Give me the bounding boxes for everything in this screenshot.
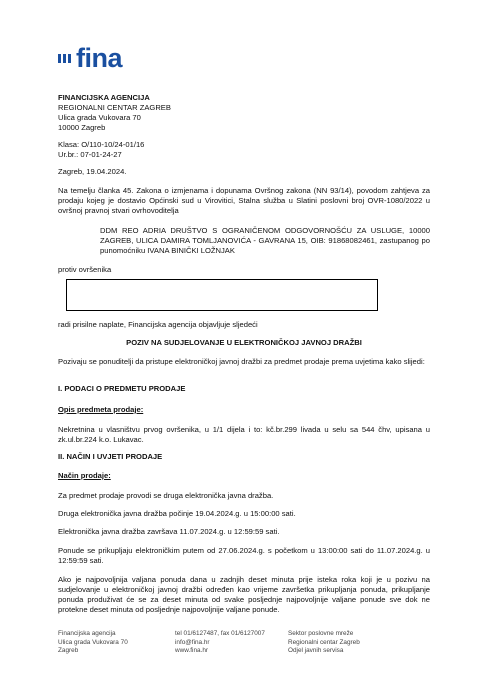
section2-p2: Druga elektronička javna dražba počinje 19.04.2024.g. u 15:00:00 sati. (58, 509, 296, 518)
footer-col3 (288, 630, 360, 656)
footer-col2 (175, 630, 265, 656)
section2-p3: Elektronička javna dražba završava 11.07.2024.g. u 12:59:59 sati. (58, 527, 280, 536)
org-name: FINANCIJSKA AGENCIJA (58, 93, 150, 102)
city: 10000 Zagreb (58, 123, 106, 132)
section1-text: Nekretnina u vlasništvu prvog ovršenika, u 1/1 dijela i to: kč.br.299 livada u selu sa 544 čhv, upisana u zk.ul.br.224 k.o. Lukavac. (58, 425, 430, 444)
urbr: Ur.br.: 07-01-24-27 (58, 150, 122, 159)
footer-line: Zagreb (58, 647, 79, 655)
section2-heading: II. NAČIN I UVJETI PRODAJE (58, 452, 163, 461)
section1-subheading: Opis predmeta prodaje: (58, 405, 144, 414)
footer-col1 (58, 630, 128, 656)
footer-email-link[interactable]: info@fina.hr (175, 638, 210, 646)
document-date: Zagreb, 19.04.2024. (58, 167, 127, 176)
center-name: REGIONALNI CENTAR ZAGREB (58, 103, 171, 112)
sender-address (58, 93, 438, 133)
section2-p4: Ponude se prikupljaju elektroničkim putem od 27.06.2024.g. s početkom u 13:00:00 sati do 11.07.2024.g. u 12:59:59 sati. (58, 546, 430, 565)
klasa: Klasa: O/110-10/24-01/16 (58, 140, 145, 149)
footer-web-link[interactable]: www.fina.hr (175, 647, 209, 655)
logo-text: fina (76, 43, 123, 73)
intro-paragraph: Na temelju članka 45. Zakona o izmjenama i dopunama Ovršnog zakona (NN 93/14), povodom zahtjeva za prodaju kojeg je dostavio Općinski sud u Virovitici, Stalna služba u Slatini poslovni broj OVR-1080/2022 u ovršnoj pravnoj stvari ovrhovoditelja (58, 186, 430, 215)
section2-p1: Za predmet prodaje provodi se druga elektronička javna dražba. (58, 491, 274, 500)
creditor-paragraph: DDM REO ADRIA DRUŠTVO S OGRANIČENOM ODGOVORNOŠĆU ZA USLUGE, 10000 ZAGREB, ULICA DAMIRA TOMLJANOVIĆA - GAVRANA 15, OIB: 91868082461, zastupanog po punomoćniku IVANA BINIČKI LOŽNJAK (100, 226, 430, 255)
street: Ulica grada Vukovara 70 (58, 113, 141, 122)
footer-line: Sektor poslovne mreže (288, 630, 354, 637)
fina-logo (58, 44, 122, 72)
logo-bars-icon (58, 54, 71, 63)
section2-p5: Ako je najpovoljnija valjana ponuda dana u zadnjih deset minuta prije isteka roka koji je u pozivu na sudjelovanje u elektroničkoj javnoj dražbi određen kao vrijeme završetka prikupljanja ponuda, prikupljanje ponuda produživat će se za deset minuta od svake posljednje najpovoljnije valjane ponude sve dok ne protekne deset minuta od posljednje najpovoljnije valjane ponude. (58, 575, 430, 614)
invite-paragraph: Pozivaju se ponuditelji da pristupe elektroničkoj javnoj dražbi za predmet prodaje prema uvjetima kako slijedi: (58, 357, 425, 366)
redacted-box (66, 279, 378, 311)
footer-line: Ulica grada Vukovara 70 (58, 638, 128, 646)
footer-line: Financijska agencija (58, 630, 116, 637)
footer-line: Odjel javnih servisa (288, 647, 344, 655)
section2-subheading: Način prodaje: (58, 471, 111, 480)
document-title: POZIV NA SUDJELOVANJE U ELEKTRONIČKOJ JAVNOJ DRAŽBI (126, 338, 362, 347)
section1-heading: I. PODACI O PREDMETU PRODAJE (58, 384, 186, 393)
footer-line: Regionalni centar Zagreb (288, 638, 360, 646)
reference-block (58, 140, 144, 160)
against-label: protiv ovršenika (58, 265, 112, 274)
footer-phone: tel 01/6127487, fax 01/6127007 (175, 630, 265, 637)
forced-collection-text: radi prisilne naplate, Financijska agencija objavljuje sljedeći (58, 320, 258, 329)
